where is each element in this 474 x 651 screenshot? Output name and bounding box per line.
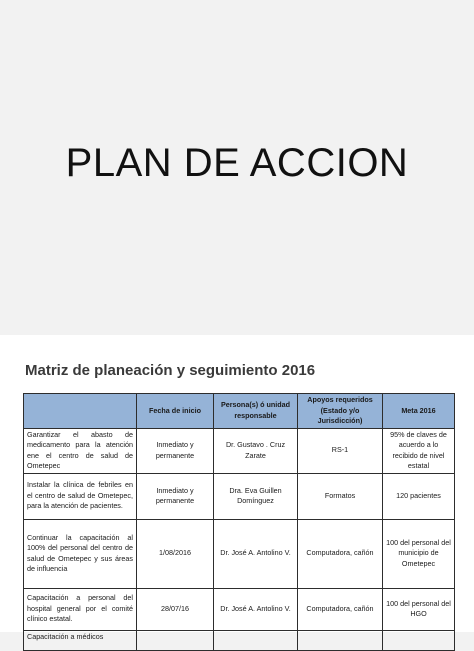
action-cell: Continuar la capacitación al 100% del personal del centro de salud de Ometepec y sus áreas de influencia [24, 519, 137, 588]
table-row [24, 473, 455, 519]
table-row [24, 428, 455, 473]
start-cell: Inmediato y permanente [137, 428, 214, 473]
start-cell [137, 630, 214, 650]
document-page [0, 335, 474, 641]
support-cell: Computadora, cañón [298, 588, 383, 630]
table-row [24, 519, 455, 588]
goal-cell [383, 630, 455, 650]
table-row [24, 630, 455, 650]
support-cell: RS-1 [298, 428, 383, 473]
header-responsible: Persona(s) ó unidad responsable [214, 394, 298, 429]
action-cell: Capacitación a personal del hospital general por el comité clínico estatal. [24, 588, 137, 630]
planning-matrix-table [23, 393, 455, 651]
responsible-cell [214, 630, 298, 650]
goal-cell: 100 del personal del HGO [383, 588, 455, 630]
support-cell [298, 630, 383, 650]
table-row [24, 588, 455, 630]
header-support: Apoyos requeridos (Estado y/o Jurisdicción) [298, 394, 383, 429]
support-cell: Computadora, cañón [298, 519, 383, 588]
goal-cell: 100 del personal del municipio de Ometepec [383, 519, 455, 588]
header-start-date: Fecha de inicio [137, 394, 214, 429]
responsible-cell: Dra. Eva Guillen Domínguez [214, 473, 298, 519]
goal-cell: 95% de claves de acuerdo a lo recibido de nivel estatal [383, 428, 455, 473]
header-goal: Meta 2016 [383, 394, 455, 429]
action-cell: Capacitación a médicos [24, 630, 137, 650]
support-cell: Formatos [298, 473, 383, 519]
start-cell: Inmediato y permanente [137, 473, 214, 519]
responsible-cell: Dr. José A. Antolino V. [214, 588, 298, 630]
responsible-cell: Dr. Gustavo . Cruz Zarate [214, 428, 298, 473]
table-header-row [24, 394, 455, 429]
responsible-cell: Dr. José A. Antolino V. [214, 519, 298, 588]
header-action [24, 394, 137, 429]
goal-cell: 120 pacientes [383, 473, 455, 519]
start-cell: 28/07/16 [137, 588, 214, 630]
start-cell: 1/08/2016 [137, 519, 214, 588]
slide-title: PLAN DE ACCION [65, 141, 409, 185]
action-cell: Instalar la clínica de febriles en el centro de salud de Ometepec, para la atención de pacientes. [24, 473, 137, 519]
matrix-title: Matriz de planeación y seguimiento 2016 [25, 362, 316, 379]
action-cell: Garantizar el abasto de medicamento para la atención ene el centro de salud de Ometepec [24, 428, 137, 473]
